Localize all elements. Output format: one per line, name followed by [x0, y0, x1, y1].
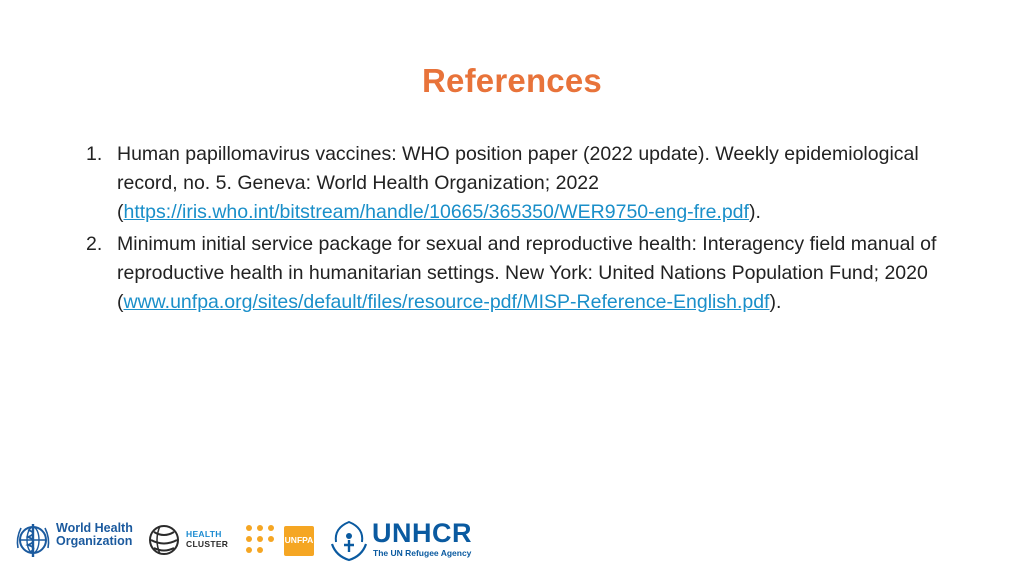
- health-cluster-wordmark: [186, 529, 228, 549]
- who-name-line2: Organization: [56, 534, 133, 548]
- reference-item-1: [82, 140, 962, 227]
- unfpa-dots-icon: [242, 522, 282, 562]
- unhcr-shelter-icon: [330, 518, 368, 562]
- reference-text: Human papillomavirus vaccines: WHO position paper (2022 update). Weekly epidemiological record, no. 5. Geneva: World Health Organization; 2022 (: [117, 143, 919, 223]
- who-name-line1: World Health: [56, 521, 133, 535]
- who-wordmark: [56, 522, 133, 548]
- reference-link-who[interactable]: https://iris.who.int/bitstream/handle/10665/365350/WER9750-eng-fre.pdf: [123, 201, 749, 223]
- reference-text: Minimum initial service package for sexual and reproductive health: Interagency field manual of reproductive health in humanitarian settings. New York: United Nations Population Fund; 2020 (: [117, 233, 937, 313]
- unfpa-badge: [284, 526, 314, 556]
- unhcr-logo: [330, 518, 490, 562]
- unfpa-logo: [242, 518, 330, 562]
- reference-item-2: [82, 230, 962, 317]
- health-cluster-line2: CLUSTER: [186, 539, 229, 549]
- unhcr-wordmark: UNHCR: [372, 518, 472, 548]
- health-cluster-line1: HEALTH: [186, 529, 222, 539]
- reference-list: [82, 140, 962, 320]
- partner-logos: [14, 518, 494, 562]
- health-cluster-logo: [146, 518, 242, 562]
- unfpa-label: UNFPA: [284, 535, 314, 545]
- unhcr-tagline: The UN Refugee Agency: [373, 548, 472, 558]
- who-logo: [14, 518, 134, 562]
- health-cluster-globe-icon: [146, 520, 182, 560]
- page-title: References: [422, 62, 602, 99]
- reference-closing: ).: [769, 291, 782, 313]
- reference-number: 2.: [86, 233, 103, 255]
- who-emblem-icon: [14, 520, 52, 560]
- reference-link-unfpa[interactable]: www.unfpa.org/sites/default/files/resource-pdf/MISP-Reference-English.pdf: [123, 291, 770, 313]
- reference-number: 1.: [86, 143, 103, 165]
- reference-closing: ).: [748, 201, 761, 223]
